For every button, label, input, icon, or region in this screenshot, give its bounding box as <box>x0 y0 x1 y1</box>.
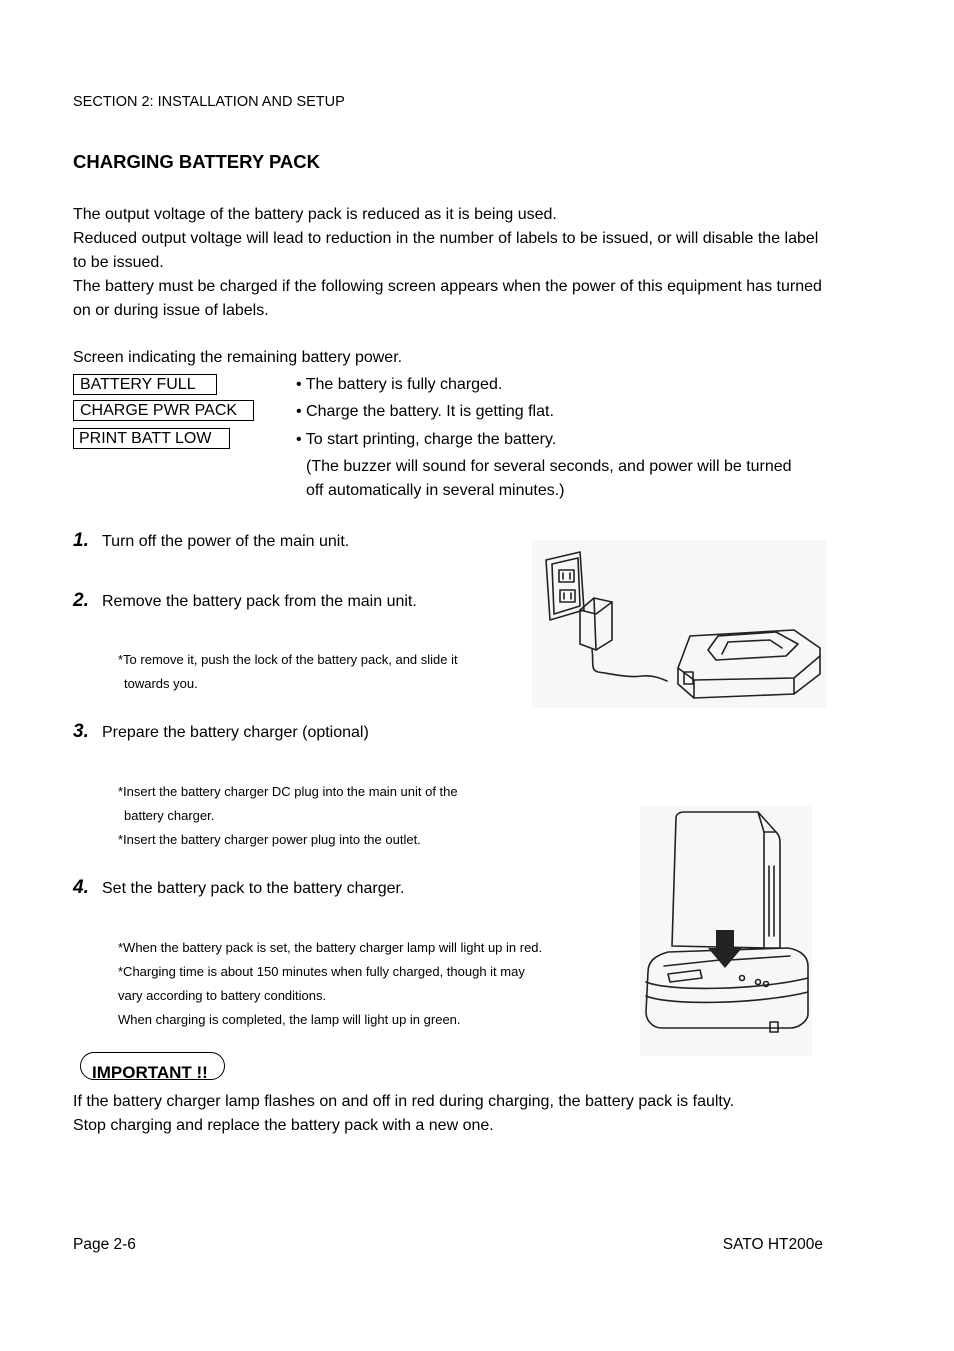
page-title: CHARGING BATTERY PACK <box>73 151 321 172</box>
note-line: battery charger. <box>124 808 215 823</box>
intro-line: The battery must be charged if the following screen appears when the power of this equipment has turned on or during issue of labels. <box>73 278 822 319</box>
intro-line: Reduced output voltage will lead to reduction in the number of labels to be issued, or will disable the label to be issued. <box>73 230 819 271</box>
section-header: SECTION 2: INSTALLATION AND SETUP <box>73 94 345 110</box>
note-line: *Insert the battery charger DC plug into the main unit of the <box>118 784 458 799</box>
important-label: IMPORTANT !! <box>92 1063 208 1082</box>
step-text: Turn off the power of the main unit. <box>102 533 350 550</box>
screen-description: • To start printing, charge the battery. <box>296 431 557 448</box>
step-note <box>118 648 458 696</box>
page-number: Page 2-6 <box>73 1236 136 1253</box>
step-text: Prepare the battery charger (optional) <box>102 724 369 741</box>
note-line: *Insert the battery charger power plug into the outlet. <box>118 832 421 847</box>
note-line: vary according to battery conditions. <box>118 988 327 1003</box>
note-line: *Charging time is about 150 minutes when fully charged, though it may <box>118 964 525 979</box>
note-line: *To remove it, push the lock of the battery pack, and slide it <box>118 652 458 667</box>
product-name: SATO HT200e <box>722 1236 823 1253</box>
important-text <box>73 1090 873 1138</box>
screen-charge-pwr-pack: CHARGE PWR PACK <box>73 400 254 421</box>
step-number: 3. <box>73 721 89 742</box>
important-line: Stop charging and replace the battery pack with a new one. <box>73 1117 494 1134</box>
important-line: If the battery charger lamp flashes on and off in red during charging, the battery pack is faulty. <box>73 1093 735 1110</box>
note-line: towards you. <box>124 676 198 691</box>
intro-paragraph <box>73 203 833 323</box>
step-number: 4. <box>73 877 89 898</box>
screen-print-batt-low: PRINT BATT LOW <box>73 428 230 449</box>
intro-line: The output voltage of the battery pack is reduced as it is being used. <box>73 206 557 223</box>
step-note <box>118 936 542 1032</box>
screen-note: (The buzzer will sound for several seconds, and power will be turned off automatically in several minutes.) <box>306 458 792 499</box>
step-number: 2. <box>73 590 89 611</box>
screen-description: • The battery is fully charged. <box>296 376 503 393</box>
charger-connection-illustration <box>532 540 826 708</box>
screen-intro: Screen indicating the remaining battery power. <box>73 349 403 366</box>
screen-description: • Charge the battery. It is getting flat. <box>296 403 554 420</box>
step-text: Set the battery pack to the battery charger. <box>102 880 405 897</box>
note-line: When charging is completed, the lamp will light up in green. <box>118 1012 461 1027</box>
screen-battery-full: BATTERY FULL <box>73 374 217 395</box>
step-text: Remove the battery pack from the main unit. <box>102 593 417 610</box>
battery-insert-illustration <box>640 806 812 1056</box>
step-note <box>118 780 458 852</box>
step-number: 1. <box>73 530 89 551</box>
note-line: *When the battery pack is set, the battery charger lamp will light up in red. <box>118 940 543 955</box>
